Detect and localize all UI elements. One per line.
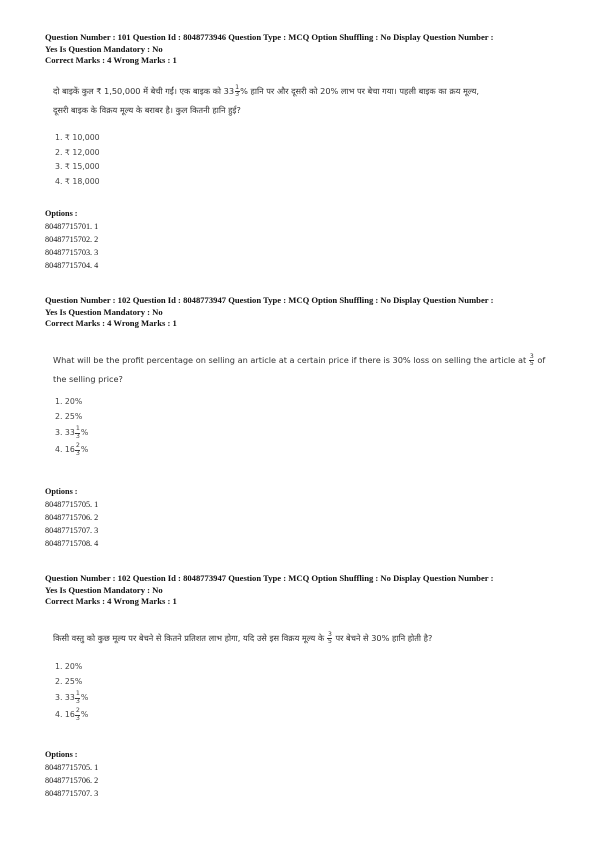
fraction: $\frac{1}{3}$: [75, 425, 80, 440]
fraction: $\frac{3}{5}$: [529, 352, 534, 367]
header-line: Question Number : 101 Question Id : 8048773946 Question Type : MCQ Option Shuffling : No Display Question Number :: [45, 32, 494, 42]
options-title: Options :: [45, 487, 78, 496]
option-id: 80487715708. 4: [45, 539, 99, 548]
answer-option: 4. 16 $\frac{2}{3}$ %: [55, 442, 89, 457]
fraction: $\frac{2}{3}$: [75, 442, 80, 457]
option-ids: [45, 748, 98, 800]
question-102-english: [45, 295, 565, 560]
answer-option: 2. 25%: [55, 411, 83, 421]
option-id: 80487715706. 2: [45, 513, 99, 522]
answer-options: [55, 395, 88, 458]
header-line: Question Number : 102 Question Id : 8048773947 Question Type : MCQ Option Shuffling : No Display Question Number :: [45, 295, 494, 305]
options-title: Options :: [45, 750, 78, 759]
option-ids: [45, 485, 98, 550]
question-header: [45, 32, 565, 67]
option-id: 80487715701. 1: [45, 222, 99, 231]
option-id: 80487715707. 3: [45, 526, 99, 535]
option-id: 80487715704. 4: [45, 261, 99, 270]
question-text-part: % हानि पर और दूसरी को 20% लाभ पर बेचा गया। पहली बाइक का क्रय मूल्य,: [240, 86, 479, 96]
answer-option: 1. 20%: [55, 662, 83, 671]
answer-option: 2. ₹ 12,000: [55, 147, 100, 157]
question-text-part: किसी वस्तु को कुछ मूल्य पर बेचने से कितने प्रतिशत लाभ होगा, यदि उसे इस विक्रय मूल्य के: [53, 633, 325, 643]
answer-option: 3. 33 $\frac{1}{3}$ %: [55, 690, 89, 705]
answer-option: 3. ₹ 15,000: [55, 162, 100, 171]
question-text: [53, 351, 568, 389]
fraction: $\frac{3}{5}$: [327, 630, 332, 645]
question-header: [45, 573, 565, 608]
question-text-part: पर बेचने से 30% हानि होती है?: [335, 633, 433, 643]
option-id: 80487715707. 3: [45, 789, 99, 798]
fraction: $\frac{2}{3}$: [75, 707, 80, 722]
answer-options: [55, 131, 100, 189]
question-101: [45, 32, 565, 282]
header-line: Question Number : 102 Question Id : 8048773947 Question Type : MCQ Option Shuffling : No Display Question Number :: [45, 573, 494, 583]
option-id: 80487715705. 1: [45, 500, 99, 509]
answer-option: 2. 25%: [55, 676, 83, 686]
answer-options: [55, 660, 88, 723]
header-line: Yes Is Question Mandatory : No: [45, 306, 163, 317]
header-line: Yes Is Question Mandatory : No: [45, 43, 163, 54]
answer-option: 3. 33 $\frac{1}{3}$ %: [55, 425, 89, 440]
question-text: [53, 629, 568, 648]
option-id: 80487715702. 2: [45, 235, 99, 244]
option-id: 80487715703. 3: [45, 248, 99, 257]
header-line: Correct Marks : 4 Wrong Marks : 1: [45, 596, 177, 606]
question-text-part: the selling price?: [53, 374, 123, 384]
answer-option: 4. 16 $\frac{2}{3}$ %: [55, 707, 89, 722]
fraction: $\frac{1}{3}$: [75, 690, 80, 705]
question-header: [45, 295, 565, 330]
fraction: $\frac{1}{3}$: [235, 83, 240, 98]
question-text-part: of: [537, 355, 546, 365]
answer-option: 1. 20%: [55, 397, 83, 406]
answer-option: 1. ₹ 10,000: [55, 133, 100, 142]
question-text-part: दूसरी बाइक के विक्रय मूल्य के बराबर है। कुल कितनी हानि हुई?: [53, 105, 241, 115]
question-text: [53, 82, 568, 120]
option-ids: [45, 207, 98, 272]
options-title: Options :: [45, 209, 78, 218]
answer-option: 4. ₹ 18,000: [55, 176, 100, 186]
question-102-hindi: [45, 573, 565, 805]
option-id: 80487715706. 2: [45, 776, 99, 785]
question-text-part: What will be the profit percentage on selling an article at a certain price if there is 30% loss on selling the article at: [53, 355, 527, 365]
question-text-part: दो बाइकें कुल ₹ 1,50,000 में बेची गईं। एक बाइक को 33: [53, 86, 235, 96]
option-id: 80487715705. 1: [45, 763, 99, 772]
header-line: Yes Is Question Mandatory : No: [45, 584, 163, 595]
header-line: Correct Marks : 4 Wrong Marks : 1: [45, 55, 177, 65]
header-line: Correct Marks : 4 Wrong Marks : 1: [45, 318, 177, 328]
